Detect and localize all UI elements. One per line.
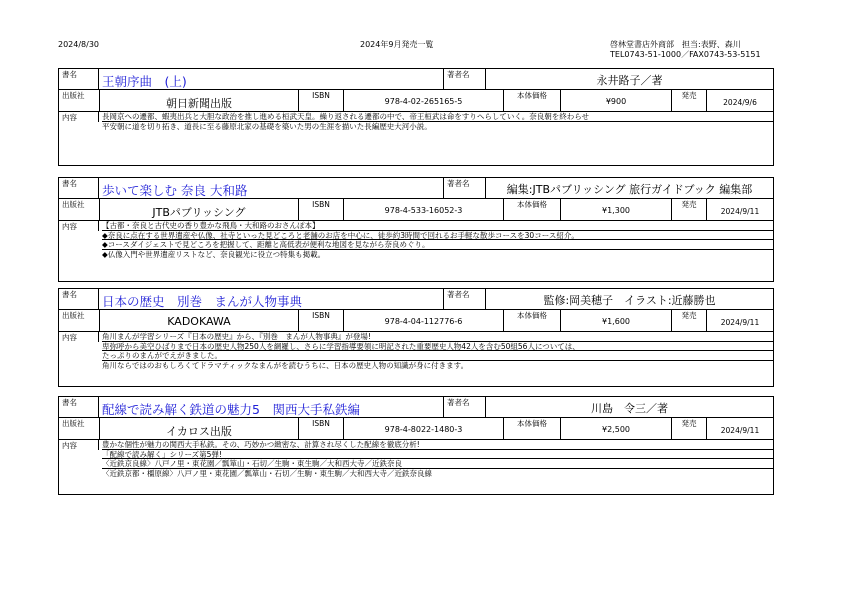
content-label: 内容 [59,112,99,122]
book-card [58,68,774,166]
isbn-cell [343,199,503,220]
publisher-label: 出版社 [62,311,85,320]
release-label: 発売 [671,418,706,439]
book-card [58,177,774,282]
company-name: 啓林堂書店外商部 担当:表野、森川 [610,40,741,49]
book-publisher: イカロス出版 [166,425,232,438]
title-label: 書名 [59,289,99,309]
isbn-label: ISBN [298,199,343,220]
content-label: 内容 [59,332,99,342]
author-cell [485,178,773,198]
title-label: 書名 [59,69,99,89]
isbn-label: ISBN [298,418,343,439]
isbn-cell [343,90,503,111]
release-label: 発売 [671,90,706,111]
book-publisher: 朝日新聞出版 [166,97,232,110]
description-line: 角川まんが学習シリーズ『日本の歴史』から、『別巻 まんが人物事典』が登場! [102,332,773,342]
book-price: ¥1,300 [602,206,630,215]
content-label: 内容 [59,440,99,450]
author-label: 著者名 [443,69,485,89]
info-row [59,90,773,112]
content-row [59,332,773,384]
report-title: 2024年9月発売一覧 [360,40,434,49]
isbn-label: ISBN [298,310,343,331]
book-description [102,440,773,478]
price-label: 本体価格 [503,90,560,111]
publisher-label: 出版社 [62,91,85,100]
author-label: 著者名 [443,397,485,417]
release-date: 2024/9/6 [723,98,757,107]
book-card [58,288,774,387]
release-cell [706,199,773,220]
publisher-cell [99,199,298,220]
author-cell [485,69,773,89]
info-row [59,199,773,221]
release-date: 2024/9/11 [720,207,760,216]
isbn-cell [343,418,503,439]
description-line: 「配線で読み解く」シリーズ第5弾! [102,450,773,460]
release-cell [706,418,773,439]
title-label: 書名 [59,397,99,417]
description-line: 卑弥呼から美空ひばりまで日本の歴史人物250人を網羅し、さらに学習指導要領に明記された重要歴史人物42人を含む50組56人については、 [102,342,773,352]
isbn-label: ISBN [298,90,343,111]
author-cell [485,397,773,417]
publisher-cell [99,90,298,111]
publisher-label: 出版社 [62,200,85,209]
book-author: 川島 令三／著 [591,402,668,415]
description-line: 角川ならではのおもしろくてドラマティックなまんがを読むうちに、日本の歴史人物の知識が身に付きます。 [102,360,469,370]
book-title: 配線で読み解く鉄道の魅力5 関西大手私鉄編 [102,402,360,417]
author-cell [485,289,773,309]
description-line: 〈近鉄京良線〉八戸ノ里・東花園／瓢箪山・石切／生駒・東生駒／大和西大寺／近鉄奈良 [102,459,773,469]
release-date: 2024/9/11 [720,318,760,327]
price-cell [560,199,671,220]
release-label: 発売 [671,310,706,331]
author-label: 著者名 [443,289,485,309]
description-line: 【古都・奈良と古代史の香り豊かな飛鳥・大和路のおさんぽ本】 [102,221,773,231]
description-line: ◆コースダイジェストで見どころを把握して、距離と高低表が便利な地図を見ながら奈良めぐり。 [102,240,773,250]
book-author: 編集:JTBパブリッシング 旅行ガイドブック 編集部 [506,183,753,196]
publisher-cell [99,310,298,331]
description-line: 〈近鉄京都・橿原線〉八戸ノ里・東花園／瓢箪山・石切／生駒・東生駒／大和西大寺／近鉄奈良線 [102,468,432,478]
price-cell [560,310,671,331]
book-price: ¥2,500 [602,425,630,434]
description-line: ◆仏像入門や世界遺産リストなど、奈良観光に役立つ特集も掲載。 [102,249,326,259]
price-label: 本体価格 [503,310,560,331]
price-cell [560,90,671,111]
release-date: 2024/9/11 [720,426,760,435]
book-publisher: KADOKAWA [167,315,231,328]
book-publisher: JTBパブリッシング [152,206,246,219]
content-row [59,440,773,492]
book-isbn: 978-4-8022-1480-3 [384,425,463,434]
book-card [58,396,774,495]
release-cell [706,310,773,331]
book-title: 歩いて楽しむ 奈良 大和路 [102,183,248,198]
book-author: 監修:岡美穂子 イラスト:近藤勝也 [543,294,716,307]
description-line: ◆奈良に点在する世界遺産や仏像、社寺といった見どころと老舗のお店を中心に、徒歩約3時間で回れるお手軽な散歩コースを30コース紹介。 [102,231,773,241]
content-row [59,221,773,273]
price-cell [560,418,671,439]
title-row [59,69,773,90]
content-row [59,112,773,164]
release-cell [706,90,773,111]
description-line: 長岡京への遷都、蝦夷出兵と大胆な政治を推し進める桓武天皇。繰り返される遷都の中で、帝王桓武は命をすりへらしていく。奈良朝を終わらせ [102,112,773,122]
publisher-cell [99,418,298,439]
book-title: 王朝序曲 (上) [102,74,187,89]
book-author: 永井路子／著 [596,74,663,87]
price-label: 本体価格 [503,418,560,439]
price-label: 本体価格 [503,199,560,220]
book-price: ¥900 [605,97,627,106]
book-isbn: 978-4-02-265165-5 [384,97,463,106]
title-row [59,289,773,310]
book-title: 日本の歴史 別巻 まんが人物事典 [102,294,303,309]
description-line: 豊かな個性が魅力の関西大手私鉄。その、巧妙かつ緻密な、計算され尽くした配線を徹底分析! [102,440,773,450]
book-price: ¥1,600 [602,317,630,326]
company-contact: TEL0743-51-1000／FAX0743-53-5151 [610,50,761,59]
title-row [59,397,773,418]
description-line: たっぷりのまんがでえがきました。 [102,351,773,361]
report-date: 2024/8/30 [58,40,100,49]
release-label: 発売 [671,199,706,220]
book-isbn: 978-4-533-16052-3 [384,206,463,215]
book-description [102,332,773,370]
book-description [102,221,773,259]
content-label: 内容 [59,221,99,231]
title-row [59,178,773,199]
book-isbn: 978-4-04-112776-6 [384,317,463,326]
description-line: 平安朝に道を切り拓き、道長に至る藤原北家の基礎を築いた男の生涯を描いた長編歴史大河小説。 [102,121,432,131]
info-row [59,418,773,440]
publisher-label: 出版社 [62,419,85,428]
author-label: 著者名 [443,178,485,198]
book-description [102,112,773,131]
title-label: 書名 [59,178,99,198]
info-row [59,310,773,332]
isbn-cell [343,310,503,331]
